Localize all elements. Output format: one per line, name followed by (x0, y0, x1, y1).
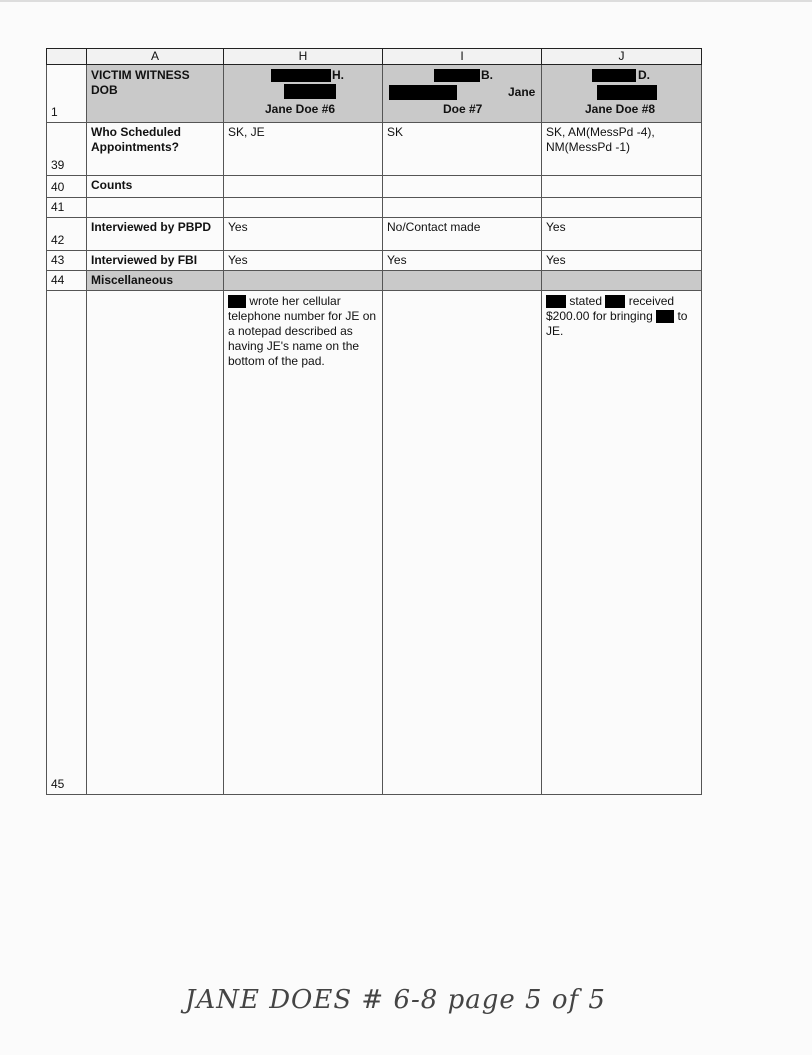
jane-doe-6-header (224, 65, 383, 123)
row-39 (47, 123, 702, 176)
label-line: VICTIM WITNESS (91, 68, 190, 82)
initial: H. (332, 68, 344, 82)
cell-i45 (383, 291, 542, 795)
jane-doe-label: Jane Doe #8 (585, 102, 656, 116)
counts-label: Counts (87, 176, 224, 198)
column-header-j: J (542, 49, 702, 65)
cell-a45 (87, 291, 224, 795)
column-header-a: A (87, 49, 224, 65)
row-43 (47, 251, 702, 271)
cell-i40 (383, 176, 542, 198)
miscellaneous-label: Miscellaneous (87, 271, 224, 291)
cell-j44 (542, 271, 702, 291)
corner-cell (47, 49, 87, 65)
cell-i43: Yes (383, 251, 542, 271)
cell-i41 (383, 198, 542, 218)
redaction-block (546, 295, 566, 308)
redaction-block (605, 295, 625, 308)
jane-doe-label: Jane Doe #6 (265, 102, 336, 116)
cell-j43: Yes (542, 251, 702, 271)
notepad-note: wrote her cellular telephone number for JE on a notepad described as having JE's name on the bottom of the pad. (228, 294, 377, 368)
cell-h44 (224, 271, 383, 291)
spreadsheet-table (46, 48, 702, 795)
jane-doe-7-header (383, 65, 542, 123)
row-1 (47, 65, 702, 123)
jane-label: Jane (508, 85, 536, 99)
column-header-row (47, 49, 702, 65)
redaction-block (228, 295, 246, 308)
cell-h39: SK, JE (224, 123, 383, 176)
victim-witness-label (87, 65, 224, 123)
note-fragment: to (677, 309, 688, 323)
redaction-block (389, 85, 457, 100)
row-number: 40 (47, 176, 87, 198)
cell-h40 (224, 176, 383, 198)
jane-doe-label: Doe #7 (443, 102, 483, 116)
row-45 (47, 291, 702, 795)
row-number: 39 (47, 123, 87, 176)
interviewed-fbi-label: Interviewed by FBI (87, 251, 224, 271)
row-40 (47, 176, 702, 198)
initial: D. (638, 68, 650, 82)
redaction-block (434, 69, 480, 82)
cell-j41 (542, 198, 702, 218)
cell-h45 (224, 291, 383, 795)
row-number: 44 (47, 271, 87, 291)
redaction-block (656, 310, 674, 323)
row-42 (47, 218, 702, 251)
who-scheduled-label: Who Scheduled Appointments? (87, 123, 224, 176)
cell-j40 (542, 176, 702, 198)
redaction-block (271, 69, 331, 82)
redaction-block (284, 84, 336, 99)
column-header-h: H (224, 49, 383, 65)
redaction-block (592, 69, 636, 82)
handwritten-page-note: JANE DOES # 6-8 page 5 of 5 (185, 985, 606, 1015)
cell-i39: SK (383, 123, 542, 176)
row-number: 41 (47, 198, 87, 218)
cell-h41 (224, 198, 383, 218)
cell-h42: Yes (224, 218, 383, 251)
row-number: 1 (47, 65, 87, 123)
cell-j42: Yes (542, 218, 702, 251)
note-fragment: received (628, 294, 675, 308)
cell-i42: No/Contact made (383, 218, 542, 251)
cell-h43: Yes (224, 251, 383, 271)
row-44 (47, 271, 702, 291)
cell-j39: SK, AM(MessPd -4), NM(MessPd -1) (542, 123, 702, 176)
cell-j45 (542, 291, 702, 795)
cell-a41 (87, 198, 224, 218)
row-41 (47, 198, 702, 218)
row-number: 42 (47, 218, 87, 251)
redaction-block (597, 85, 657, 100)
note-fragment: JE. (546, 324, 564, 338)
note-fragment: $200.00 for bringing (546, 309, 653, 323)
note-fragment: stated (569, 294, 603, 308)
initial: B. (481, 68, 493, 82)
page-top-edge (0, 0, 812, 2)
row-number: 45 (47, 291, 87, 795)
column-header-i: I (383, 49, 542, 65)
row-number: 43 (47, 251, 87, 271)
jane-doe-8-header (542, 65, 702, 123)
cell-i44 (383, 271, 542, 291)
interviewed-pbpd-label: Interviewed by PBPD (87, 218, 224, 251)
label-line: DOB (91, 83, 118, 97)
